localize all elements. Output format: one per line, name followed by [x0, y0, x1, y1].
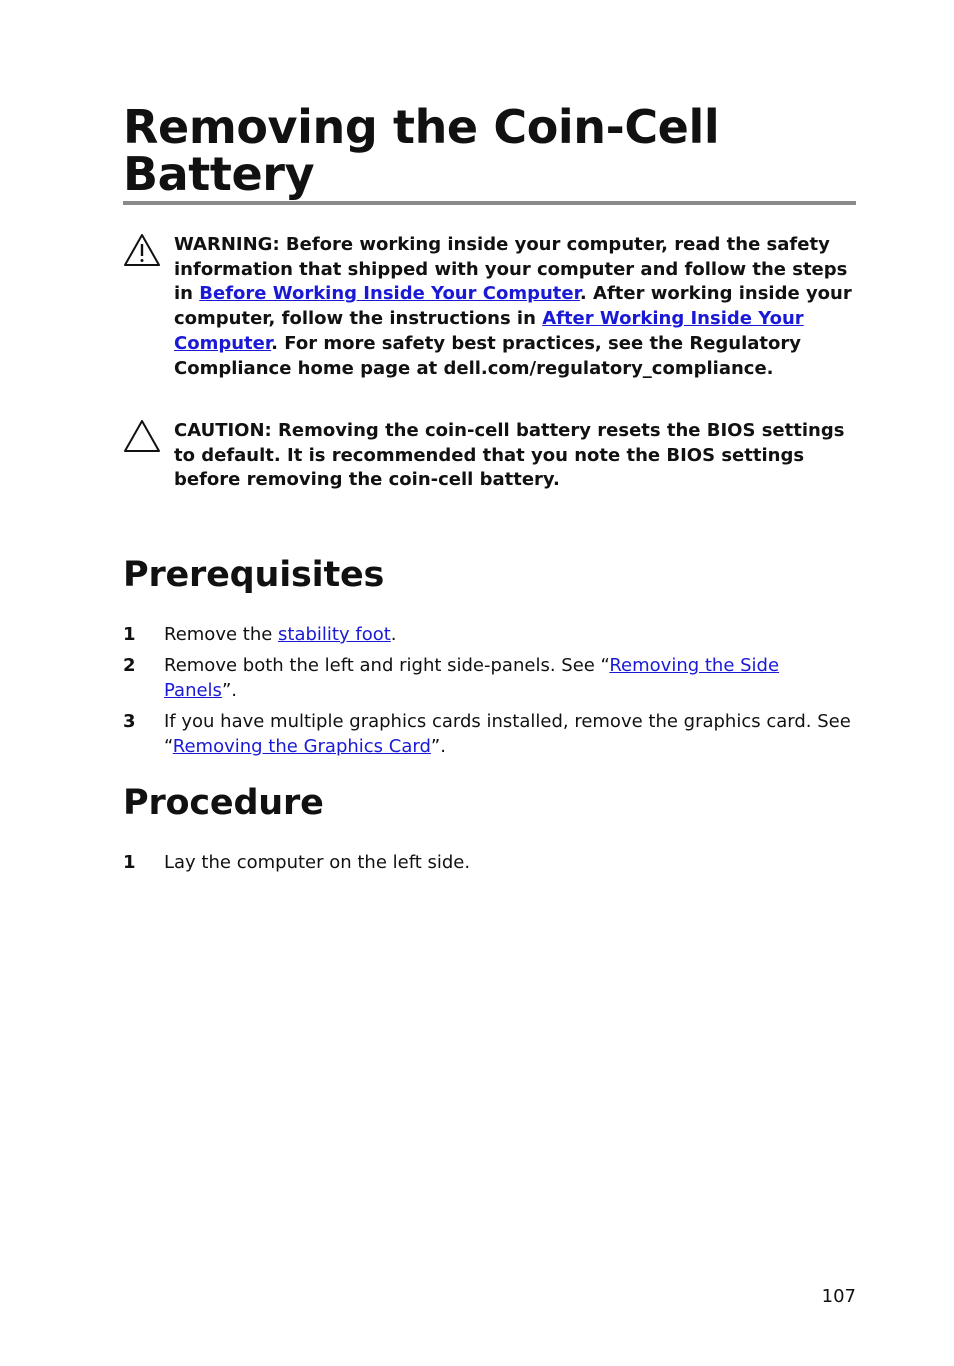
- warning-text: [174, 233, 856, 381]
- before-working-link[interactable]: Before Working Inside Your Computer: [199, 283, 580, 305]
- step-number: 2: [123, 655, 136, 676]
- removing-graphics-card-link[interactable]: Removing the Graphics Card: [172, 736, 431, 757]
- list-item: [123, 709, 856, 759]
- stability-foot-link[interactable]: stability foot: [278, 624, 391, 645]
- prerequisites-list: [123, 622, 856, 759]
- warning-text-part: . After working inside your computer, follow the instructions in: [174, 283, 852, 330]
- page-title: Removing the Coin-Cell Battery: [123, 100, 720, 201]
- page-number: 107: [821, 1286, 856, 1307]
- list-item: [123, 850, 856, 875]
- caution-notice: [123, 419, 856, 493]
- list-item: [123, 653, 856, 703]
- procedure-list: [123, 850, 856, 875]
- after-working-link[interactable]: After Working Inside Your Computer: [174, 308, 804, 354]
- step-text: Remove the: [164, 624, 279, 645]
- warning-triangle-icon: [123, 233, 161, 267]
- warning-text-part: WARNING: Before working inside your computer, read the safety information that shipped with your computer and follow the steps in: [174, 234, 848, 305]
- step-text: ”.: [221, 680, 237, 701]
- step-text: Remove both the left and right side-panels. See “: [164, 655, 610, 676]
- step-text: ”.: [430, 736, 446, 757]
- step-number: 1: [123, 852, 136, 873]
- procedure-heading: Procedure: [123, 783, 324, 823]
- warning-text-part: . For more safety best practices, see the Regulatory Compliance home page at dell.com/regulatory_compliance.: [174, 332, 801, 379]
- step-text: .: [390, 624, 397, 645]
- caution-text: CAUTION: Removing the coin-cell battery resets the BIOS settings to default. It is recommended that you note the BIOS settings before removing the coin-cell battery.: [174, 420, 845, 491]
- caution-triangle-icon: [123, 419, 161, 453]
- step-text: If you have multiple graphics cards installed, remove the graphics card. See “: [164, 711, 851, 757]
- title-rule: [123, 201, 856, 205]
- list-item: [123, 622, 856, 647]
- removing-side-panels-link[interactable]: Removing the Side Panels: [164, 655, 780, 701]
- step-number: 3: [123, 711, 136, 732]
- warning-notice: [123, 233, 856, 381]
- prerequisites-heading: Prerequisites: [123, 555, 385, 595]
- step-number: 1: [123, 624, 136, 645]
- step-text: Lay the computer on the left side.: [164, 852, 471, 873]
